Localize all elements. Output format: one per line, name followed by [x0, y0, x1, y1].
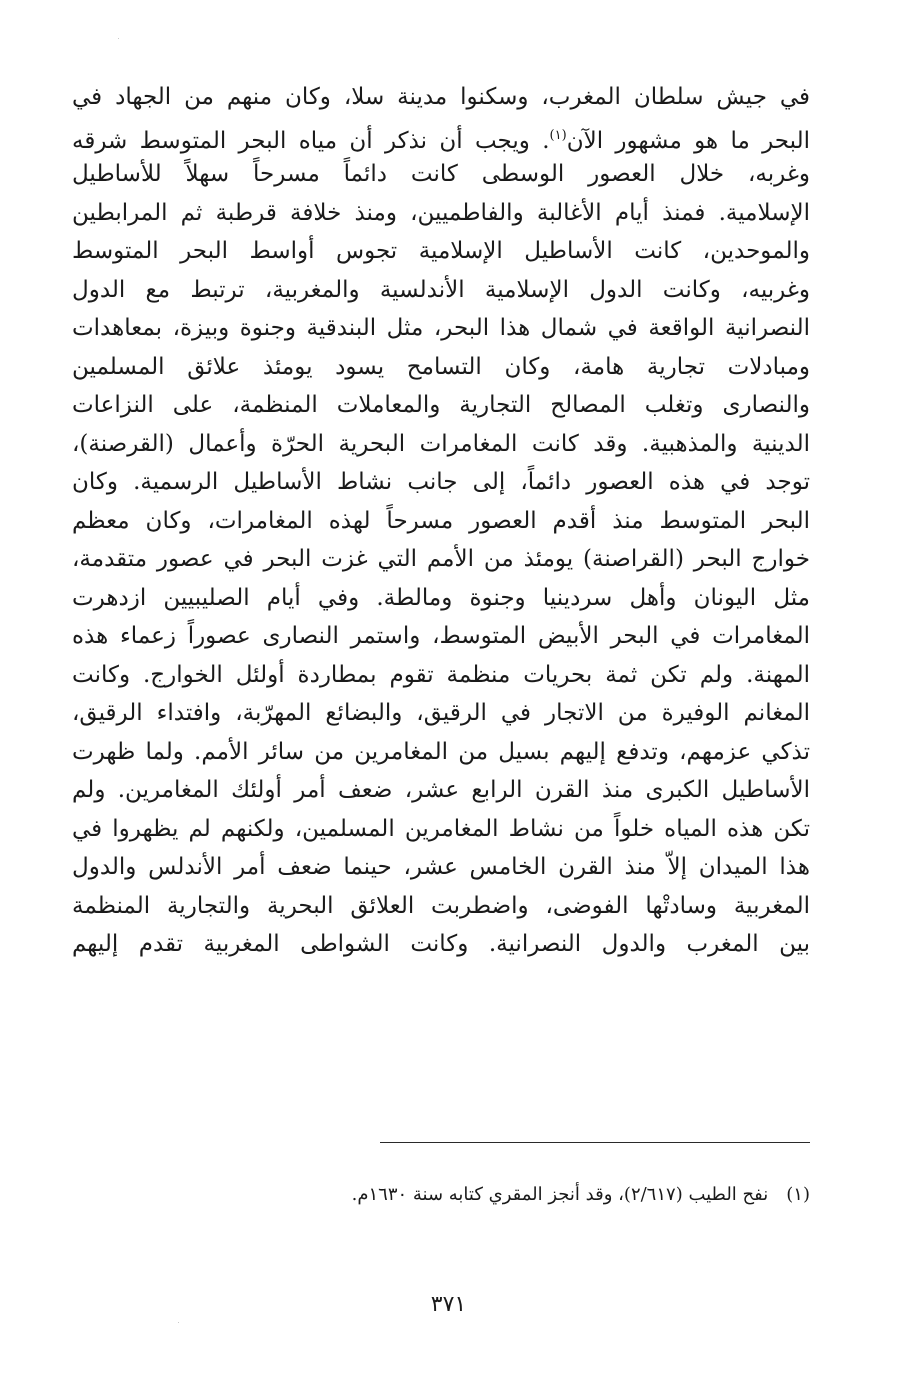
footnote — [110, 1180, 810, 1210]
footnote-marker: (١) — [786, 1184, 810, 1205]
text-line-21: هذا الميدان إلاّ منذ القرن الخامس عشر، حينما ضعف أمر الأندلس والدول — [72, 854, 810, 880]
text-line-5: والموحدين، كانت الأساطيل الإسلامية تجوس أواسط البحر المتوسط — [72, 238, 810, 264]
footnote-text: نفح الطيب (٢/٦١٧)، وقد أنجز المقري كتابه سنة ١٦٣٠م. — [351, 1184, 769, 1205]
text-line-6: وغربيه، وكانت الدول الإسلامية الأندلسية والمغربية، ترتبط مع الدول — [72, 276, 810, 303]
page-number: ٣٧١ — [430, 1292, 467, 1317]
text-line-2-start: البحر ما هو مشهور الآن — [566, 127, 810, 154]
text-line-2-end: . ويجب أن نذكر أن مياه البحر المتوسط شرقه — [72, 127, 550, 154]
text-line-22: المغربية وسادتْها الفوضى، واضطربت العلائق البحرية والتجارية المنظمة — [72, 892, 810, 919]
scan-speck — [178, 1322, 179, 1323]
text-line-19: الأساطيل الكبرى منذ القرن الرابع عشر، ضعف أمر أولئك المغامرين. ولم — [72, 777, 810, 803]
text-line-9: والنصارى وتغلب المصالح التجارية والمعاملات المنظمة، على النزاعات — [72, 392, 810, 418]
text-line-15: المغامرات في البحر الأبيض المتوسط، واستمر النصارى عصوراً زعماء هذه — [72, 623, 810, 649]
text-line-7: النصرانية الواقعة في شمال هذا البحر، مثل البندقية وجنوة وبيزة، بمعاهدات — [72, 315, 810, 341]
text-line-13: خوارج البحر (القراصنة) يومئذ من الأمم التي غزت البحر في عصور متقدمة، — [72, 546, 810, 572]
text-line-10: الدينية والمذهبية. وقد كانت المغامرات البحرية الحرّة وأعمال (القرصنة)، — [72, 430, 810, 457]
text-line-4: الإسلامية. فمنذ أيام الأغالبة والفاطميين، ومنذ خلافة قرطبة ثم المرابطين — [72, 199, 810, 226]
text-line-2 — [72, 117, 810, 156]
footnote-reference: (١) — [549, 127, 567, 143]
text-line-20: تكن هذه المياه خلواً من نشاط المغامرين المسلمين، ولكنهم لم يظهروا في — [72, 815, 810, 842]
text-line-23: بين المغرب والدول النصرانية. وكانت الشواطى المغربية تقدم إليهم — [72, 931, 810, 957]
text-line-1: في جيش سلطان المغرب، وسكنوا مدينة سلا، وكان منهم من الجهاد في — [72, 84, 810, 110]
text-line-8: ومبادلات تجارية هامة، وكان التسامح يسود يومئذ علائق المسلمين — [72, 353, 810, 380]
text-line-11: توجد في هذه العصور دائماً، إلى جانب نشاط الأساطيل الرسمية. وكان — [72, 469, 810, 495]
text-line-18: تذكي عزمهم، وتدفع إليهم بسيل من المغامرين من سائر الأمم. ولما ظهرت — [72, 738, 810, 765]
scan-speck — [118, 38, 119, 39]
main-text-block — [72, 78, 810, 964]
text-line-14: مثل اليونان وأهل سردينيا وجنوة ومالطة. وفي أيام الصليبيين ازدهرت — [72, 584, 810, 611]
footnote-separator — [380, 1142, 810, 1143]
text-line-17: المغانم الوفيرة من الاتجار في الرقيق، والبضائع المهرّبة، وافتداء الرقيق، — [72, 700, 810, 726]
text-line-3: وغربه، خلال العصور الوسطى كانت دائماً مسرحاً سهلاً للأساطيل — [72, 161, 810, 187]
text-line-12: البحر المتوسط منذ أقدم العصور مسرحاً لهذه المغامرات، وكان معظم — [72, 507, 810, 534]
text-line-16: المهنة. ولم تكن ثمة بحريات منظمة تقوم بمطاردة أولئل الخوارج. وكانت — [72, 661, 810, 688]
